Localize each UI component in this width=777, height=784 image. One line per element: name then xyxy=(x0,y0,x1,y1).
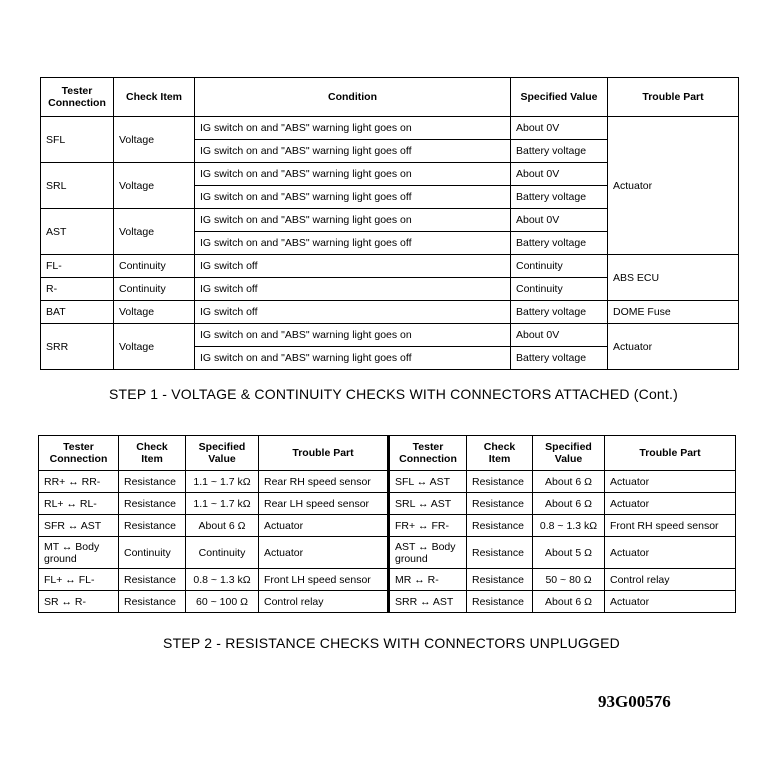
trouble-part: Actuator xyxy=(605,493,736,515)
check-item: Resistance xyxy=(119,471,186,493)
check-item: Resistance xyxy=(467,537,533,569)
table-row xyxy=(41,301,739,324)
col-header: Tester Connection xyxy=(389,436,467,471)
specified-value: Battery voltage xyxy=(511,301,608,324)
condition: IG switch off xyxy=(195,255,511,278)
specified-value: About 5 Ω xyxy=(533,537,605,569)
tester-connection: SRL ↔ AST xyxy=(389,493,467,515)
condition: IG switch on and "ABS" warning light goes off xyxy=(195,347,511,370)
trouble-part: Actuator xyxy=(608,324,739,370)
table-row xyxy=(39,515,736,537)
tester-connection: SRR ↔ AST xyxy=(389,591,467,613)
trouble-part: Actuator xyxy=(605,537,736,569)
specified-value: 60 ~ 100 Ω xyxy=(186,591,259,613)
document-number: 93G00576 xyxy=(598,692,671,711)
specified-value: About 6 Ω xyxy=(186,515,259,537)
tester-connection: FR+ ↔ FR- xyxy=(389,515,467,537)
col-header: Check Item xyxy=(119,436,186,471)
check-item: Continuity xyxy=(119,537,186,569)
voltage-continuity-table xyxy=(40,77,739,370)
check-item: Resistance xyxy=(119,515,186,537)
tester-connection: SFL ↔ AST xyxy=(389,471,467,493)
col-header: Tester Connection xyxy=(41,78,114,117)
specified-value: About 0V xyxy=(511,163,608,186)
specified-value: About 6 Ω xyxy=(533,471,605,493)
condition: IG switch on and "ABS" warning light goes on xyxy=(195,209,511,232)
check-item: Continuity xyxy=(114,278,195,301)
tester-connection: MR ↔ R- xyxy=(389,569,467,591)
col-header: Condition xyxy=(195,78,511,117)
check-item: Resistance xyxy=(119,591,186,613)
specified-value: 0.8 ~ 1.3 kΩ xyxy=(533,515,605,537)
check-item: Resistance xyxy=(467,493,533,515)
col-header: Check Item xyxy=(114,78,195,117)
col-header: Specified Value xyxy=(533,436,605,471)
check-item: Resistance xyxy=(467,515,533,537)
check-item: Continuity xyxy=(114,255,195,278)
table-row xyxy=(39,569,736,591)
trouble-part: DOME Fuse xyxy=(608,301,739,324)
col-header: Specified Value xyxy=(186,436,259,471)
condition: IG switch on and "ABS" warning light goes off xyxy=(195,232,511,255)
trouble-part: Control relay xyxy=(605,569,736,591)
specified-value: Battery voltage xyxy=(511,232,608,255)
trouble-part: Actuator xyxy=(259,537,389,569)
col-header: Check Item xyxy=(467,436,533,471)
table-row xyxy=(39,591,736,613)
table-header-row xyxy=(39,436,736,471)
col-header: Trouble Part xyxy=(259,436,389,471)
specified-value: 1.1 ~ 1.7 kΩ xyxy=(186,471,259,493)
step2-caption: STEP 2 - RESISTANCE CHECKS WITH CONNECTORS UNPLUGGED xyxy=(163,635,620,651)
specified-value: Continuity xyxy=(186,537,259,569)
specified-value: About 0V xyxy=(511,209,608,232)
tester-connection: BAT xyxy=(41,301,114,324)
resistance-table xyxy=(38,435,736,613)
specified-value: About 0V xyxy=(511,117,608,140)
table-header-row xyxy=(41,78,739,117)
table-row xyxy=(39,493,736,515)
tester-connection: SRL xyxy=(41,163,114,209)
specified-value: Battery voltage xyxy=(511,186,608,209)
col-header: Specified Value xyxy=(511,78,608,117)
tester-connection: AST xyxy=(41,209,114,255)
check-item: Voltage xyxy=(114,117,195,163)
condition: IG switch off xyxy=(195,278,511,301)
specified-value: About 0V xyxy=(511,324,608,347)
condition: IG switch on and "ABS" warning light goes off xyxy=(195,186,511,209)
trouble-part: Front LH speed sensor xyxy=(259,569,389,591)
check-item: Resistance xyxy=(119,493,186,515)
check-item: Voltage xyxy=(114,209,195,255)
specified-value: 0.8 ~ 1.3 kΩ xyxy=(186,569,259,591)
tester-connection: FL+ ↔ FL- xyxy=(39,569,119,591)
condition: IG switch on and "ABS" warning light goes on xyxy=(195,324,511,347)
trouble-part: Rear LH speed sensor xyxy=(259,493,389,515)
trouble-part: Rear RH speed sensor xyxy=(259,471,389,493)
col-header: Trouble Part xyxy=(605,436,736,471)
specified-value: Continuity xyxy=(511,255,608,278)
trouble-part: Actuator xyxy=(605,471,736,493)
trouble-part: ABS ECU xyxy=(608,255,739,301)
check-item: Resistance xyxy=(467,591,533,613)
specified-value: 1.1 ~ 1.7 kΩ xyxy=(186,493,259,515)
tester-connection: SFL xyxy=(41,117,114,163)
tester-connection: RR+ ↔ RR- xyxy=(39,471,119,493)
table-row xyxy=(41,117,739,140)
trouble-part: Actuator xyxy=(608,117,739,255)
condition: IG switch on and "ABS" warning light goes off xyxy=(195,140,511,163)
condition: IG switch off xyxy=(195,301,511,324)
check-item: Resistance xyxy=(467,569,533,591)
tester-connection: RL+ ↔ RL- xyxy=(39,493,119,515)
specified-value: Battery voltage xyxy=(511,140,608,163)
tester-connection: R- xyxy=(41,278,114,301)
tester-connection: SRR xyxy=(41,324,114,370)
col-header: Tester Connection xyxy=(39,436,119,471)
specified-value: 50 ~ 80 Ω xyxy=(533,569,605,591)
trouble-part: Front RH speed sensor xyxy=(605,515,736,537)
col-header: Trouble Part xyxy=(608,78,739,117)
specified-value: About 6 Ω xyxy=(533,493,605,515)
condition: IG switch on and "ABS" warning light goes on xyxy=(195,163,511,186)
table-row xyxy=(39,471,736,493)
check-item: Voltage xyxy=(114,301,195,324)
check-item: Resistance xyxy=(119,569,186,591)
table-row xyxy=(41,255,739,278)
tester-connection: SR ↔ R- xyxy=(39,591,119,613)
tester-connection: AST ↔ Body ground xyxy=(389,537,467,569)
specified-value: About 6 Ω xyxy=(533,591,605,613)
tester-connection: FL- xyxy=(41,255,114,278)
trouble-part: Control relay xyxy=(259,591,389,613)
check-item: Voltage xyxy=(114,163,195,209)
trouble-part: Actuator xyxy=(259,515,389,537)
trouble-part: Actuator xyxy=(605,591,736,613)
table-row xyxy=(41,324,739,347)
table-row xyxy=(39,537,736,569)
check-item: Voltage xyxy=(114,324,195,370)
specified-value: Battery voltage xyxy=(511,347,608,370)
step1-caption: STEP 1 - VOLTAGE & CONTINUITY CHECKS WITH CONNECTORS ATTACHED (Cont.) xyxy=(109,386,678,402)
tester-connection: MT ↔ Body ground xyxy=(39,537,119,569)
check-item: Resistance xyxy=(467,471,533,493)
condition: IG switch on and "ABS" warning light goes on xyxy=(195,117,511,140)
specified-value: Continuity xyxy=(511,278,608,301)
tester-connection: SFR ↔ AST xyxy=(39,515,119,537)
